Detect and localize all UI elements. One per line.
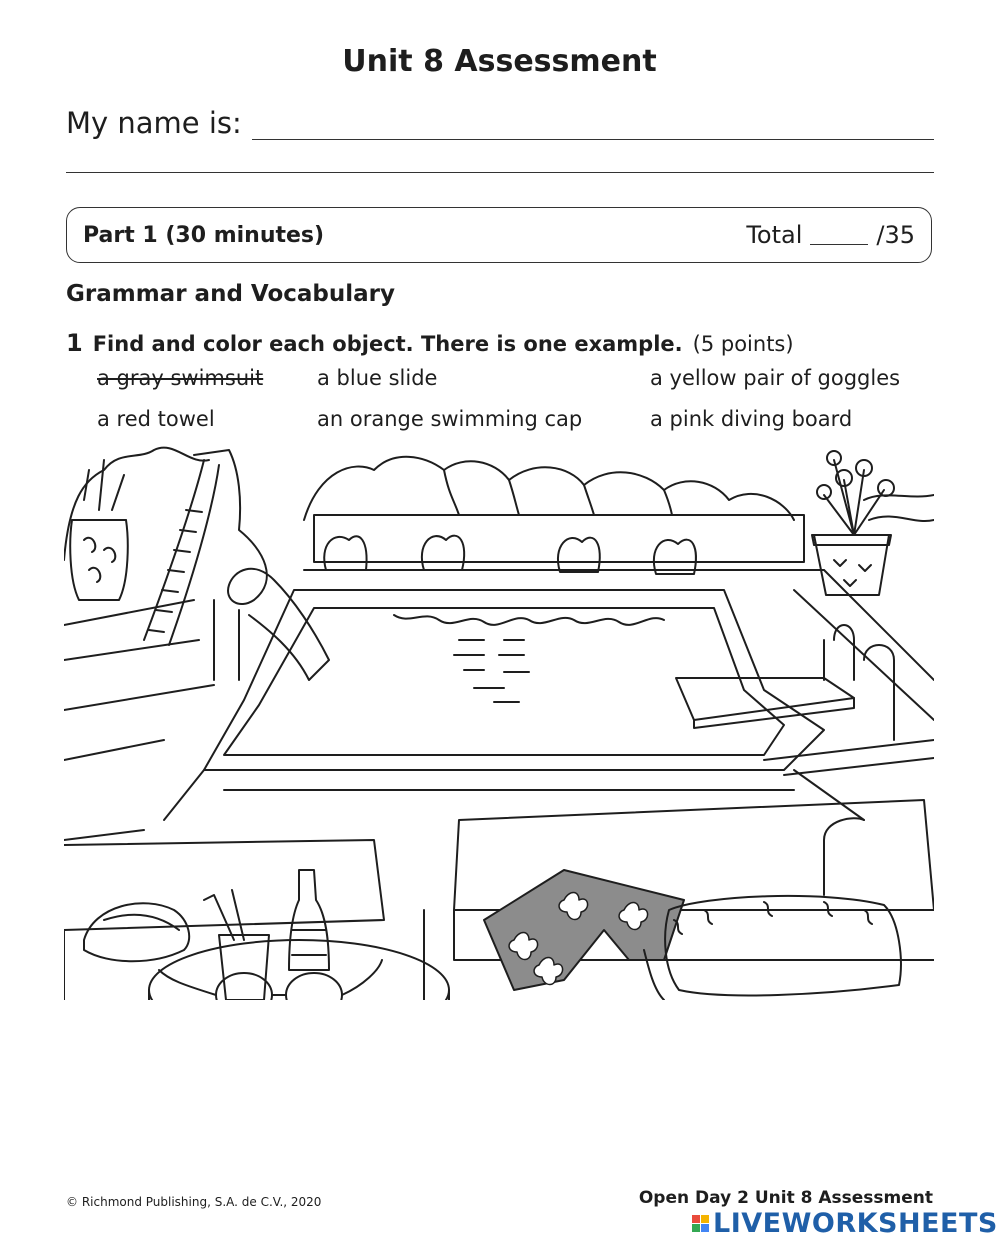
swimsuit-icon [484, 870, 684, 990]
towel-icon [644, 896, 901, 1000]
total-score [746, 221, 915, 249]
word-red-towel: a red towel [97, 407, 215, 431]
pool-scene-illustration [64, 440, 934, 1000]
word-yellow-goggles: a yellow pair of goggles [650, 366, 901, 390]
exercise-number: 1 [66, 329, 83, 357]
section-heading: Grammar and Vocabulary [66, 281, 395, 307]
liveworksheets-logo [692, 1208, 998, 1239]
name-row [66, 100, 934, 140]
bottle-icon [289, 870, 329, 970]
logo-cubes-icon [692, 1215, 709, 1232]
plant-pot-icon [812, 451, 894, 595]
diving-board-icon [676, 625, 894, 740]
footer-unit-label: Open Day 2 Unit 8 Assessment [638, 1188, 933, 1208]
goggles-icon [159, 960, 382, 1000]
plant-pot-icon [70, 460, 127, 600]
name-label: My name is: [66, 106, 242, 141]
part-label: Part 1 (30 minutes) [83, 222, 325, 248]
exercise-instruction [66, 329, 794, 357]
part-box [66, 207, 932, 263]
points-label: (5 points) [692, 332, 794, 356]
pool-icon [164, 590, 864, 820]
name-input[interactable] [252, 111, 934, 140]
word-orange-cap: an orange swimming cap [317, 407, 583, 431]
word-gray-swimsuit: a gray swimsuit [97, 366, 264, 390]
copyright-text: © Richmond Publishing, S.A. de C.V., 2020 [66, 1195, 322, 1209]
logo-text: LIVEWORKSHEETS [713, 1208, 998, 1239]
total-blank [810, 226, 868, 245]
word-blue-slide: a blue slide [317, 366, 438, 390]
shrubs-icon [324, 536, 696, 574]
bushes-icon [64, 448, 934, 562]
instruction-text: Find and color each object. There is one example. [92, 332, 683, 356]
lounger-icon [64, 740, 934, 1000]
word-pink-board: a pink diving board [650, 407, 853, 431]
total-max: /35 [876, 221, 915, 249]
total-label: Total [746, 221, 803, 249]
name-second-line [66, 172, 934, 173]
swimming-cap-icon [84, 903, 189, 961]
slide-icon [144, 450, 329, 680]
page-title: Unit 8 Assessment [342, 44, 657, 79]
